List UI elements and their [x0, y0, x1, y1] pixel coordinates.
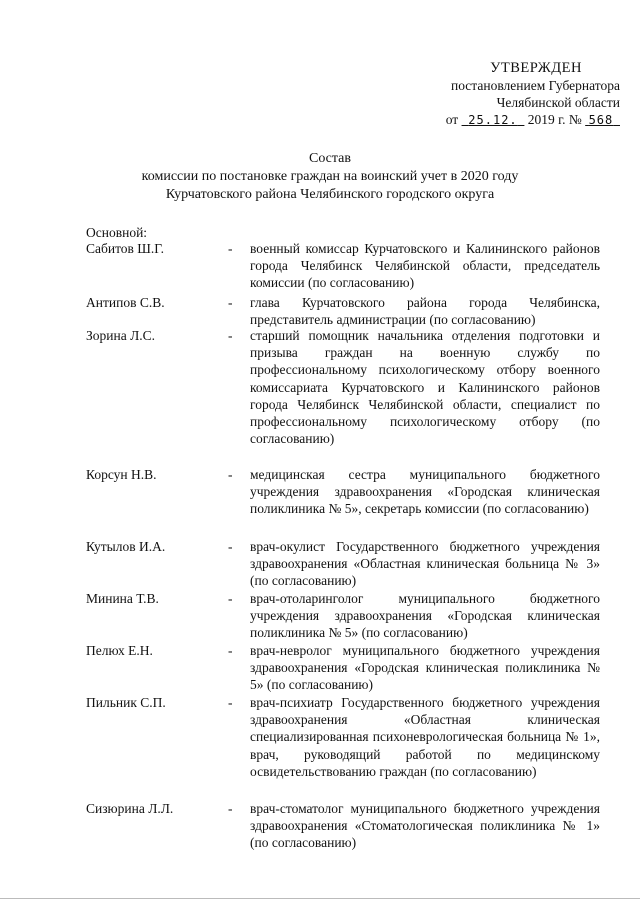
member-dash: -	[228, 241, 233, 256]
member-name: Кутылов И.А.	[86, 539, 166, 554]
member-dash: -	[228, 643, 233, 658]
member-dash: -	[228, 539, 233, 554]
member-role: глава Курчатовского района города Челябинска, представитель администрации (по согласованию)	[250, 295, 600, 328]
approval-line-2: Челябинской области	[496, 95, 620, 110]
member-name: Сабитов Ш.Г.	[86, 241, 164, 256]
approval-line-1: постановлением Губернатора	[451, 78, 620, 93]
bottom-divider	[0, 898, 640, 899]
date-year: 2019 г. №	[527, 112, 582, 127]
member-dash: -	[228, 801, 233, 816]
approval-date-line	[380, 111, 620, 129]
title-line-2: комиссии по постановке граждан на воинский учет в 2020 году	[141, 169, 519, 184]
member-dash: -	[228, 295, 233, 310]
member-name: Минина Т.В.	[86, 591, 159, 606]
member-role: старший помощник начальника отделения подготовки и призыва граждан на военную службу по профессиональному психологическому отбору военного комиссариата Курчатовского и Калининского районов города Челябинск Челябинской области, специалист по профессиональному психологическому отбору (по согласованию)	[250, 328, 600, 447]
member-name: Пильник С.П.	[86, 695, 166, 710]
member-role: врач-невролог муниципального бюджетного учреждения здравоохранения «Городская клиническая поликлиника № 5» (по согласованию)	[250, 643, 600, 693]
number-underline	[585, 112, 620, 127]
member-dash: -	[228, 695, 233, 710]
member-role: военный комиссар Курчатовского и Калининского районов города Челябинск Челябинской области, председатель комиссии (по согласованию)	[250, 241, 600, 291]
member-name: Пелюх Е.Н.	[86, 643, 153, 658]
approval-heading: УТВЕРЖДЕН	[490, 60, 582, 76]
section-label: Основной:	[86, 225, 148, 240]
member-role: врач-стоматолог муниципального бюджетного учреждения здравоохранения «Стоматологическая поликлиника № 1» (по согласованию)	[250, 801, 600, 851]
member-role: врач-окулист Государственного бюджетного учреждения здравоохранения «Областная клиническая больница № 3» (по согласованию)	[250, 539, 600, 589]
title-line-3: Курчатовского района Челябинского городского округа	[165, 187, 495, 202]
document-title	[120, 150, 540, 204]
member-name: Зорина Л.С.	[86, 328, 155, 343]
member-role: врач-психиатр Государственного бюджетного учреждения здравоохранения «Областная клиническая специализированная психоневрологическая больница № 1», врач, руководящий работой по медицинскому освидетельствованию граждан (по согласованию)	[250, 695, 600, 779]
member-name: Сизюрина Л.Л.	[86, 801, 174, 816]
title-line-1: Состав	[308, 151, 351, 166]
member-role: врач-отоларинголог муниципального бюджетного учреждения здравоохранения «Городская клиническая поликлиника № 5» (по согласованию)	[250, 591, 600, 641]
member-dash: -	[228, 328, 233, 343]
approval-block	[380, 60, 620, 129]
number-handwritten: 568	[588, 113, 614, 127]
date-handwritten: 25.12.	[468, 113, 518, 127]
date-underline	[462, 112, 525, 127]
date-prefix: от	[445, 112, 459, 127]
member-dash: -	[228, 591, 233, 606]
member-role: медицинская сестра муниципального бюджетного учреждения здравоохранения «Городская клиническая поликлиника № 5», секретарь комиссии (по согласованию)	[250, 467, 600, 517]
member-dash: -	[228, 467, 233, 482]
member-name: Антипов С.В.	[86, 295, 165, 310]
member-name: Корсун Н.В.	[86, 467, 157, 482]
